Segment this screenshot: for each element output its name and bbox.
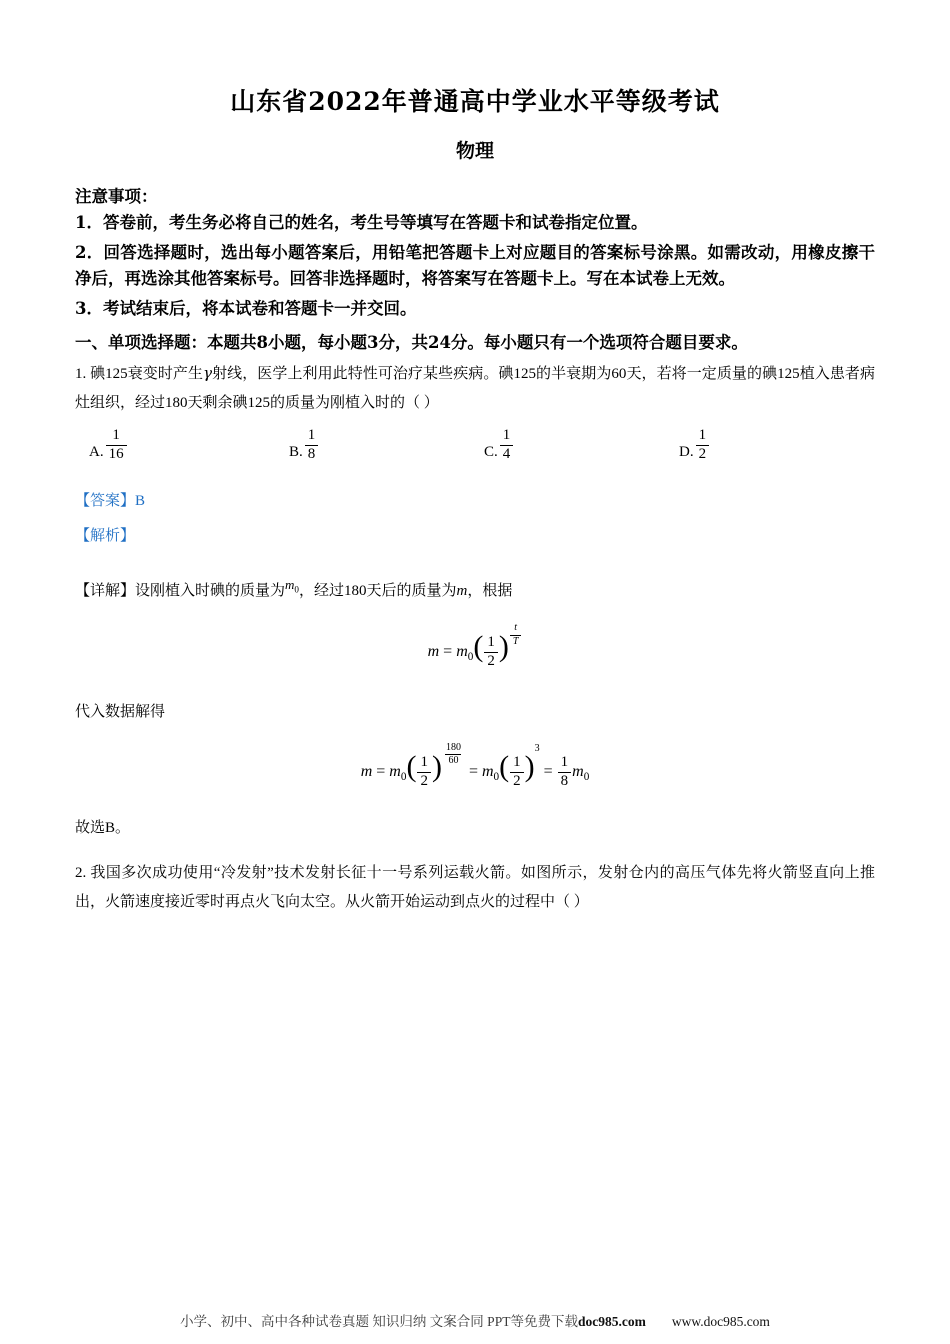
- formula-2-result-num: 1: [560, 754, 569, 771]
- notice-heading: 注意事项：: [75, 187, 158, 206]
- formula-1-m0: m: [456, 643, 468, 661]
- formula-2-left-paren-2: (: [499, 749, 510, 783]
- answer-label: 【答案】: [75, 492, 136, 509]
- question-1-stem-part1: 1. 碘125衰变时产生: [75, 365, 204, 382]
- formula-2-right-paren-2: ): [524, 749, 535, 783]
- analysis-label: 【解析】: [75, 527, 136, 544]
- option-c: [484, 428, 679, 463]
- formula-2-base2-num: 1: [513, 754, 521, 771]
- gamma-symbol: γ: [203, 363, 213, 382]
- formula-2-equals-1: =: [376, 762, 386, 780]
- answer-value: B: [135, 492, 146, 509]
- question-1-stem: [75, 359, 875, 419]
- option-d-numerator: 1: [698, 427, 707, 444]
- formula-1: [75, 622, 875, 670]
- option-c-label: C.: [484, 443, 498, 460]
- section-heading: 一、单项选择题：本题共8小题，每小题3分，共24分。每小题只有一个选项符合题目要求。: [75, 332, 748, 352]
- footer: [0, 1310, 950, 1330]
- footer-brand: doc985.com: [577, 1314, 646, 1329]
- formula-1-m0-sub: 0: [467, 651, 474, 664]
- option-a: [75, 428, 289, 463]
- formula-1-base-num: 1: [487, 634, 495, 651]
- option-a-fraction: [106, 428, 127, 463]
- formula-1-lhs: m: [427, 643, 440, 661]
- page-title: 山东省2022年普通高中学业水平等级考试: [230, 87, 720, 116]
- formula-1-base-den: 2: [484, 652, 498, 670]
- option-b-label: B.: [289, 443, 303, 460]
- formula-2-base2-den: 2: [510, 772, 524, 790]
- formula-2-m0a-sub: 0: [400, 771, 407, 784]
- question-1-stem-part2: 射线，医学上利用此特性可治疗某些疾病。碘125的半衰期为60天，若将一定质量的碘125植入患者病灶组织，经过180天剩余碘125的质量为刚植入时的（ ）: [75, 365, 875, 412]
- option-b-denominator: 8: [305, 445, 319, 463]
- question-1-options: [75, 428, 875, 463]
- formula-2-result-m0: m: [572, 762, 584, 780]
- formula-2: [75, 741, 875, 790]
- formula-2-base1-num: 1: [420, 754, 428, 771]
- detail-m0-subscript: 0: [294, 584, 299, 595]
- formula-1-exponent-fraction: [510, 623, 522, 647]
- subject-title: 物理: [455, 140, 494, 162]
- formula-1-right-paren: ): [498, 630, 509, 664]
- formula-2-base1-fraction: [417, 755, 431, 790]
- formula-1-exponent: [509, 623, 523, 647]
- substitute-text: 代入数据解得: [75, 703, 166, 720]
- formula-2-base2-fraction: [510, 755, 524, 790]
- formula-1-exp-den: T: [512, 635, 519, 647]
- conclusion-text: 故选B。: [75, 819, 131, 836]
- formula-2-lhs: m: [360, 762, 373, 780]
- formula-2-base1-den: 2: [417, 772, 431, 790]
- formula-1-equals: =: [443, 643, 453, 661]
- formula-2-exp1-den: 60: [445, 754, 461, 767]
- formula-2-result-fraction: [558, 755, 572, 790]
- detail-paragraph: [75, 573, 875, 606]
- formula-2-equals-3: =: [543, 762, 553, 780]
- formula-2-m0a: m: [389, 762, 401, 780]
- formula-2-exp1-num: 180: [445, 741, 461, 753]
- formula-2-left-paren-1: (: [406, 749, 417, 783]
- notice-item-3: 3．考试结束后，将本试卷和答题卡一并交回。: [75, 299, 417, 319]
- detail-text-3: ，根据: [467, 582, 513, 599]
- formula-2-result-den: 8: [558, 772, 572, 790]
- formula-2-m0b-sub: 0: [493, 771, 500, 784]
- option-c-numerator: 1: [502, 427, 511, 444]
- option-b-numerator: 1: [307, 427, 316, 444]
- formula-2-m0b: m: [481, 762, 494, 780]
- detail-m0-symbol: m: [285, 576, 295, 592]
- footer-text: 小学、初中、高中各种试卷真题 知识归纳 文案合同 PPT等免费下载: [180, 1314, 578, 1329]
- formula-1-base-fraction: [484, 635, 498, 670]
- option-c-denominator: 4: [500, 445, 514, 463]
- option-d: [679, 428, 829, 463]
- option-d-fraction: [696, 428, 710, 463]
- option-d-label: D.: [679, 443, 694, 460]
- formula-2-exponent-2: 3: [534, 742, 540, 754]
- notice-item-2: 2．回答选择题时，选出每小题答案后，用铅笔把答题卡上对应题目的答案标号涂黑。如需改动，用橡皮擦干净后，再选涂其他答案标号。回答非选择题时，将答案写在答题卡上。写在本试卷上无效。: [75, 242, 875, 289]
- formula-2-right-paren-1: ): [431, 749, 442, 783]
- formula-2-result-m0-sub: 0: [583, 771, 590, 784]
- option-d-denominator: 2: [696, 445, 710, 463]
- formula-1-exp-num: t: [514, 622, 518, 634]
- option-a-numerator: 1: [112, 427, 120, 444]
- option-b: [289, 428, 484, 463]
- answer-line: [75, 489, 875, 510]
- notice-item-1: 1．答卷前，考生务必将自己的姓名，考生号等填写在答题卡和试卷指定位置。: [75, 213, 648, 232]
- question-2-stem: 2. 我国多次成功使用“冷发射”技术发射长征十一号系列运载火箭。如图所示，发射仓内的高压气体先将火箭竖直向上推出，火箭速度接近零时再点火飞向太空。从火箭开始运动到点火的过程中（ ）: [75, 864, 875, 910]
- detail-label: 【详解】: [75, 582, 136, 599]
- formula-2-equals-2: =: [468, 762, 478, 780]
- option-b-fraction: [305, 428, 319, 463]
- option-c-fraction: [500, 428, 514, 463]
- detail-text-1: 设刚植入时碘的质量为: [135, 582, 286, 599]
- detail-text-2: ，经过180天后的质量为: [298, 582, 457, 599]
- formula-2-exp1-fraction: [443, 743, 464, 767]
- footer-url: www.doc985.com: [671, 1314, 770, 1329]
- option-a-denominator: 16: [106, 445, 127, 463]
- formula-2-exponent-1: [442, 743, 465, 767]
- option-a-label: A.: [89, 443, 104, 460]
- detail-m-symbol: m: [456, 582, 468, 599]
- formula-1-left-paren: (: [473, 630, 484, 664]
